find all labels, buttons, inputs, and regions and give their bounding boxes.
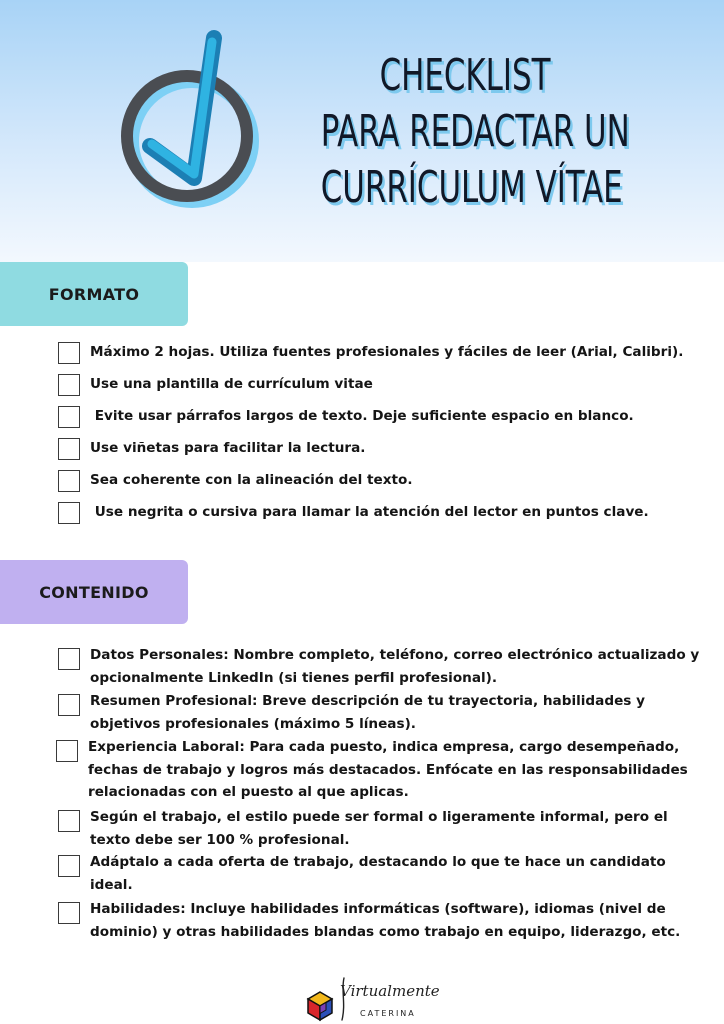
checklist-item-text: Sea coherente con la alineación del texto. [90,472,413,488]
title-line-2: PARA REDACTAR UN [320,106,630,157]
checklist-item-text: Resumen Profesional: Breve descripción de tu trayectoria, habilidades y objetivos profesionales (máximo 5 líneas). [90,693,645,732]
footer-brand-name: CATERINA [360,1009,416,1018]
title-line-3: CURRÍCULUM VÍTAE [320,162,623,213]
footer-logo [300,976,440,1024]
page-title [280,48,650,216]
checklist-item [58,469,708,492]
checkbox[interactable] [58,374,80,396]
title-line-1: CHECKLIST [379,50,551,101]
checklist-item-text: Máximo 2 hojas. Utiliza fuentes profesionales y fáciles de leer (Arial, Calibri). [90,344,684,360]
checklist-item [58,501,708,524]
checklist-item [58,690,708,735]
checkbox[interactable] [58,342,80,364]
checklist-item [58,405,708,428]
checklist-item-text: Habilidades: Incluye habilidades informáticas (software), idiomas (nivel de dominio) y otras habilidades blandas como trabajo en equipo, liderazgo, etc. [90,901,681,940]
checkbox[interactable] [58,438,80,460]
section-tab-contenido: CONTENIDO [0,560,188,624]
checkbox[interactable] [58,406,80,428]
checkbox[interactable] [58,502,80,524]
checkmark-circle-icon [112,28,262,218]
checklist-item-text: Evite usar párrafos largos de texto. Deje suficiente espacio en blanco. [90,408,634,424]
checklist-item [58,644,708,689]
checklist-item [58,341,708,364]
checkbox[interactable] [56,740,78,762]
checkbox[interactable] [58,810,80,832]
section-tab-formato: FORMATO [0,262,188,326]
checklist-item [58,373,708,396]
checklist-item-text: Use negrita o cursiva para llamar la atención del lector en puntos clave. [90,504,649,520]
checklist-item [58,898,708,943]
checklist-item [58,851,708,896]
checkbox[interactable] [58,694,80,716]
checkbox[interactable] [58,902,80,924]
checklist-item [58,437,708,460]
checkbox[interactable] [58,648,80,670]
checklist-item-text: Use una plantilla de currículum vitae [90,376,373,392]
footer-brand-script: Virtualmente [340,982,440,1000]
cube-logo-icon [306,990,334,1022]
checklist-item-text: Use viñetas para facilitar la lectura. [90,440,366,456]
checklist-item-text: Datos Personales: Nombre completo, teléfono, correo electrónico actualizado y opcionalmente LinkedIn (si tienes perfil profesional). [90,647,700,686]
checklist-item-text: Adáptalo a cada oferta de trabajo, destacando lo que te hace un candidato ideal. [90,854,666,893]
checkbox[interactable] [58,855,80,877]
checkbox[interactable] [58,470,80,492]
checklist-item-text: Experiencia Laboral: Para cada puesto, indica empresa, cargo desempeñado, fechas de trabajo y logros más destacados. Enfócate en las responsabilidades relacionadas con el puesto al que aplicas. [88,739,688,800]
checklist-item-text: Según el trabajo, el estilo puede ser formal o ligeramente informal, pero el texto debe ser 100 % profesional. [90,809,668,848]
checklist-item [56,736,706,804]
checklist-item [58,806,708,851]
